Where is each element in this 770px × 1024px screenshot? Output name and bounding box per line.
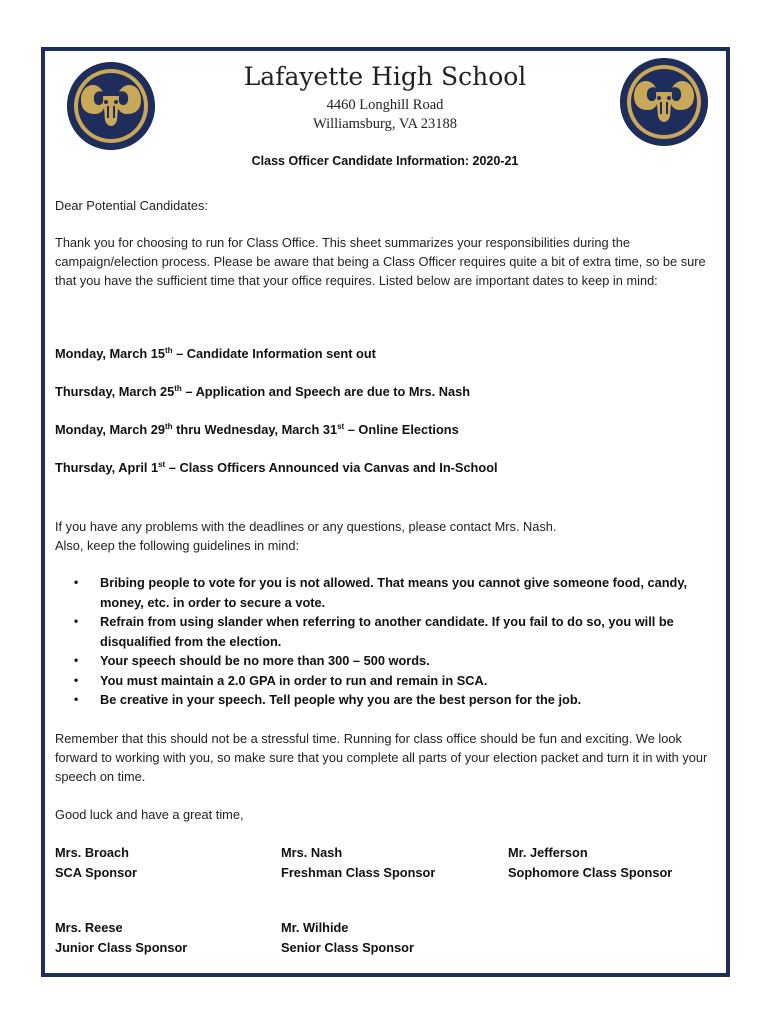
guideline-item: • Refrain from using slander when referring to another candidate. If you fail to do so, you will be disqualified from the election. [74,614,674,649]
salutation: Dear Potential Candidates: [55,198,208,213]
sponsor-signature [281,843,435,882]
contact-paragraph [55,517,720,555]
bullet-icon: • [74,575,79,589]
sponsor-role: Senior Class Sponsor [281,939,414,955]
sponsor-role: SCA Sponsor [55,864,137,880]
sponsor-signature [281,918,414,957]
date-item: Thursday, March 25th – Application and Speech are due to Mrs. Nash [55,384,471,399]
bullet-icon: • [74,614,79,628]
sponsor-signature [508,843,672,882]
date-item: Thursday, April 1st – Class Officers Announced via Canvas and In-School [55,460,498,475]
contact-line-1: If you have any problems with the deadlines or any questions, please contact Mrs. Nash. [55,519,557,534]
bullet-icon: • [74,692,79,706]
date-item: Monday, March 15th – Candidate Information sent out [55,346,376,361]
sponsor-role: Junior Class Sponsor [55,939,188,955]
guideline-item: • Be creative in your speech. Tell people why you are the best person for the job. [55,690,720,710]
sponsor-signature [55,918,187,957]
address-line-2: Williamsburg, VA 23188 [312,116,458,132]
ram-logo-icon [620,58,708,146]
sponsor-role: Freshman Class Sponsor [281,864,436,880]
contact-line-2: Also, keep the following guidelines in mind: [55,538,299,553]
ram-logo-icon [67,62,155,150]
guidelines-list [55,573,720,710]
date-item: Monday, March 29th thru Wednesday, March 31st – Online Elections [55,422,459,437]
sponsor-role: Sophomore Class Sponsor [508,864,673,880]
guideline-item: • You must maintain a 2.0 GPA in order to run and remain in SCA. [55,671,720,691]
guideline-item: • Bribing people to vote for you is not allowed. That means you cannot give someone food, candy, money, etc. in order to secure a vote. [74,575,688,610]
intro-paragraph: Thank you for choosing to run for Class Office. This sheet summarizes your responsibilities during the campaign/election process. Please be aware that being a Class Officer requires quite a bit of extra time, so be sure that you have the sufficient time that your office requires. Listed below are important dates to keep in mind: [55,235,706,288]
sponsor-name: Mr. Jefferson [508,845,588,860]
sponsor-name: Mrs. Reese [55,920,123,935]
school-name: Lafayette High School [243,62,527,91]
closing-paragraph: Remember that this should not be a stressful time. Running for class office should be fun and exciting. We look forward to working with you, so make sure that you complete all parts of your election packet and turn it in with your speech on time. [55,731,708,784]
bullet-icon: • [74,653,79,667]
address-line-1: 4460 Longhill Road [326,97,444,113]
bullet-icon: • [74,672,79,687]
sign-off: Good luck and have a great time, [55,807,244,822]
sponsor-name: Mrs. Broach [55,845,129,860]
sponsor-name: Mr. Wilhide [281,920,349,935]
page-border [41,47,730,977]
sponsor-signature [55,843,137,882]
guideline-item: • Your speech should be no more than 300 – 500 words. [55,651,720,671]
document-title: Class Officer Candidate Information: 2020-21 [251,154,519,168]
sponsor-name: Mrs. Nash [281,845,343,860]
